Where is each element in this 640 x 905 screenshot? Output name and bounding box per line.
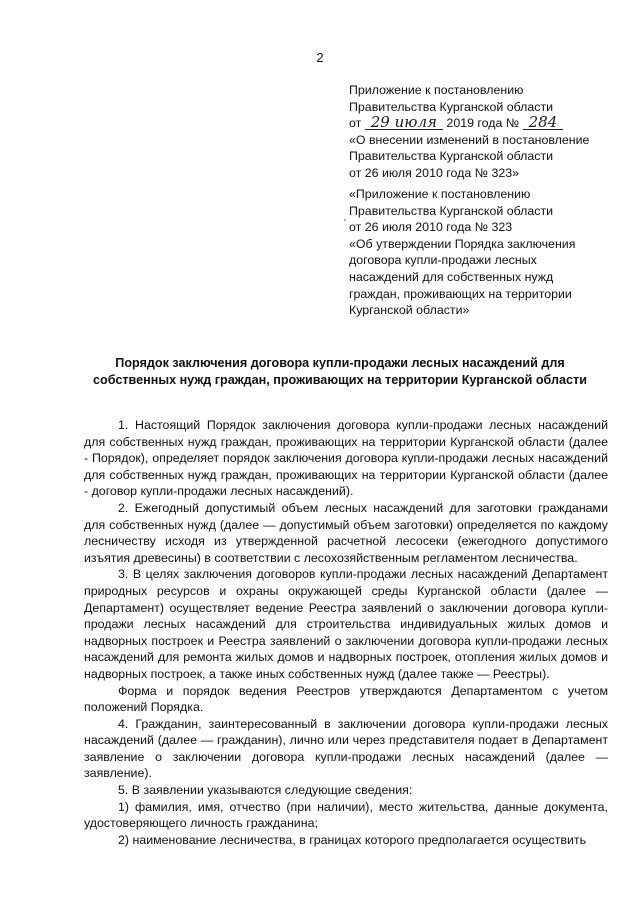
appendix-date-line (349, 115, 609, 132)
appendix-line: «О внесении изменений в постановление (349, 132, 590, 147)
appendix-line: от 26 июля 2010 года № 323» (349, 165, 520, 180)
paragraph: 5. В заявлении указываются следующие сведения: (118, 783, 413, 798)
paragraph: Форма и порядок ведения Реестров утверждаются Департаментом с учетом положений Порядка. (84, 683, 608, 715)
appendix-header-amendment (349, 82, 609, 182)
appendix-line: «Об утверждении Порядка заключения (349, 236, 576, 251)
document-body (84, 417, 608, 848)
paragraph: 3. В целях заключения договоров купли-продажи лесных насаждений Департамент природных ресурсов и охраны окружающей среды Курганской области (далее — Департамент) осуществляет ведение Реестра заявлений о заключении договора купли-продажи лесных насаждений для строительства индивидуальных жилых домов и надворных построек и Реестра заявлений о заключении договора купли-продажи лесных насаждений для ремонта жилых домов и надворных построек, отопления жилых домов и надворных построек, а также иных собственных нужд (далее также — Реестры). (84, 567, 608, 681)
appendix-line: Правительства Курганской области (349, 149, 554, 164)
date-year: 2019 года № (446, 116, 520, 131)
paragraph: 1) фамилия, имя, отчество (при наличии), место жительства, данные документа, удостоверяющего личность гражданина; (84, 799, 608, 831)
scan-speck (344, 219, 346, 221)
from-prefix: от (349, 116, 362, 131)
title-line: Порядок заключения договора купли-продажи лесных насаждений для (115, 356, 565, 370)
handwritten-number: 284 (523, 116, 564, 130)
page-number: 2 (316, 50, 324, 65)
appendix-line: Приложение к постановлению (349, 83, 524, 97)
appendix-line: Курганской области» (349, 303, 470, 318)
appendix-line: «Приложение к постановлению (349, 187, 531, 201)
appendix-line: Правительства Курганской области (349, 99, 554, 114)
appendix-line: Правительства Курганской области (349, 203, 554, 218)
handwritten-date: 29 июля (365, 116, 443, 130)
document-title (40, 355, 640, 389)
title-line: собственных нужд граждан, проживающих на территории Курганской области (93, 373, 587, 387)
appendix-line: граждан, проживающих на территории (349, 286, 572, 301)
appendix-header-original (349, 186, 609, 319)
appendix-line: от 26 июля 2010 года № 323 (349, 220, 513, 235)
appendix-line: насаждений для собственных нужд (349, 269, 554, 284)
paragraph: 2) наименование лесничества, в границах которого предполагается осуществить (118, 832, 587, 847)
paragraph: 2. Ежегодный допустимый объем лесных насаждений для заготовки гражданами для собственных нужд (далее — допустимый объем заготовки) определяется по каждому лесничеству исходя из утвержденной расчетной лесосеки (ежегодного допустимого изъятия древесины) в соответствии с лесохозяйственным регламентом лесничества. (84, 500, 608, 565)
paragraph: 1. Настоящий Порядок заключения договора купли-продажи лесных насаждений для собственных нужд граждан, проживающих на территории Курганской области (далее - Порядок), определяет порядок заключения договора купли-продажи лесных насаждений для собственных нужд граждан, проживающих на территории Курганской области (далее - договор купли-продажи лесных насаждений). (84, 418, 608, 499)
appendix-line: договора купли-продажи лесных (349, 253, 537, 268)
paragraph: 4. Гражданин, заинтересованный в заключении договора купли-продажи лесных насаждений (далее — гражданин), лично или через представителя подает в Департамент заявление о заключении договора купли-продажи лесных насаждений (далее — заявление). (84, 716, 608, 781)
